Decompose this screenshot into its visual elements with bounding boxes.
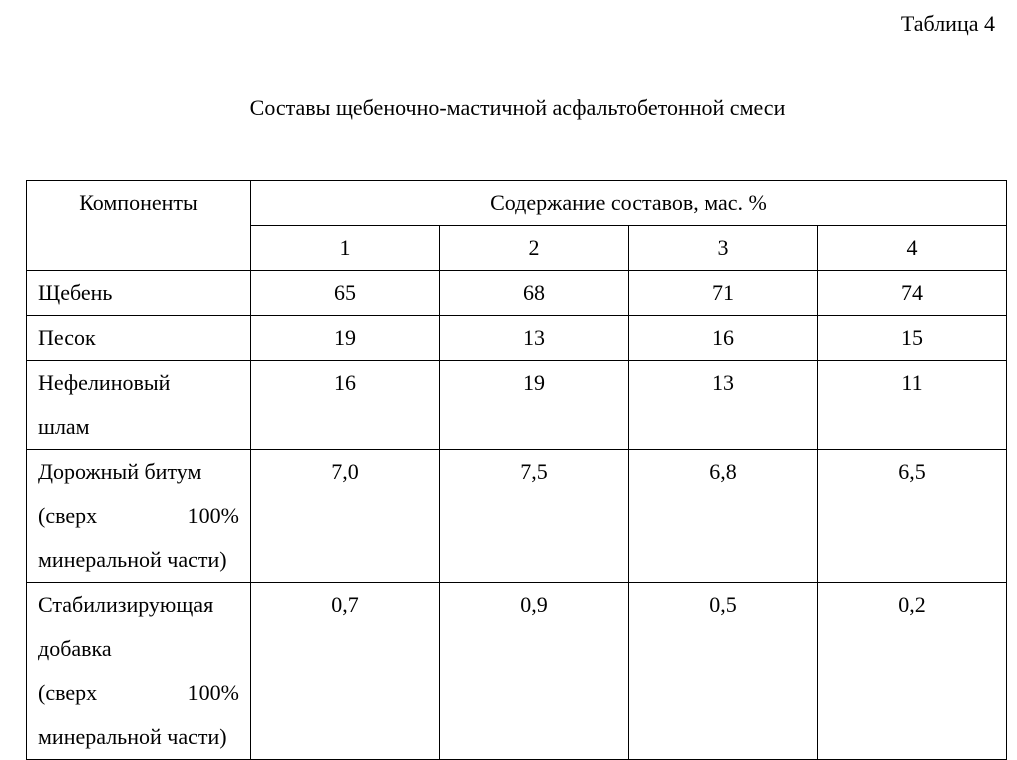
value-cell: 16 [629, 316, 818, 361]
table-row-nepheline-sludge [27, 361, 1007, 450]
row-label-word: 100% [187, 680, 239, 705]
row-label-line: шлам [38, 414, 90, 439]
components-header-cell [27, 181, 251, 271]
value-cell: 68 [440, 271, 629, 316]
row-label-line: Нефелиновый [38, 370, 171, 395]
value-cell: 6,8 [629, 450, 818, 583]
composition-number-3: 3 [629, 226, 818, 271]
table-row-crushed-stone [27, 271, 1007, 316]
value-cell: 15 [818, 316, 1007, 361]
row-label-line: Щебень [38, 280, 113, 305]
value-cell: 6,5 [818, 450, 1007, 583]
value-cell: 13 [440, 316, 629, 361]
table-row-sand [27, 316, 1007, 361]
value-cell: 19 [251, 316, 440, 361]
value-cell: 7,0 [251, 450, 440, 583]
value-cell: 0,2 [818, 583, 1007, 760]
value-cell: 7,5 [440, 450, 629, 583]
row-label-line: Песок [38, 325, 96, 350]
value-cell: 71 [629, 271, 818, 316]
header-row [27, 181, 1007, 226]
content-header-cell [251, 181, 1007, 226]
content-header: Содержание составов, мас. % [490, 190, 767, 215]
row-label [27, 271, 251, 316]
value-cell: 65 [251, 271, 440, 316]
composition-table [26, 180, 1007, 760]
value-cell: 11 [818, 361, 1007, 450]
value-cell: 13 [629, 361, 818, 450]
value-cell: 0,5 [629, 583, 818, 760]
value-cell: 16 [251, 361, 440, 450]
row-label-word: 100% [187, 503, 239, 528]
value-cell: 0,9 [440, 583, 629, 760]
row-label-line: Стабилизирующая [38, 592, 214, 617]
row-label-line: минеральной части) [38, 724, 227, 749]
row-label-line: добавка [38, 636, 112, 661]
row-label [27, 450, 251, 583]
row-label [27, 316, 251, 361]
row-label-line: Дорожный битум [38, 459, 202, 484]
table-number-label: Таблица 4 [900, 11, 995, 36]
table-row-road-bitumen [27, 450, 1007, 583]
value-cell: 19 [440, 361, 629, 450]
composition-number-2: 2 [440, 226, 629, 271]
row-label-line-justified [38, 671, 239, 715]
table-row-stabilizing-additive [27, 583, 1007, 760]
row-label-line: минеральной части) [38, 547, 227, 572]
value-cell: 0,7 [251, 583, 440, 760]
row-label-line-justified [38, 494, 239, 538]
components-header: Компоненты [79, 190, 198, 215]
table-title: Составы щебеночно-мастичной асфальтобетонной смеси [249, 95, 786, 120]
row-label [27, 361, 251, 450]
row-label-word: (сверх [38, 503, 98, 528]
row-label [27, 583, 251, 760]
composition-number-4: 4 [818, 226, 1007, 271]
row-label-word: (сверх [38, 680, 98, 705]
composition-number-1: 1 [251, 226, 440, 271]
value-cell: 74 [818, 271, 1007, 316]
